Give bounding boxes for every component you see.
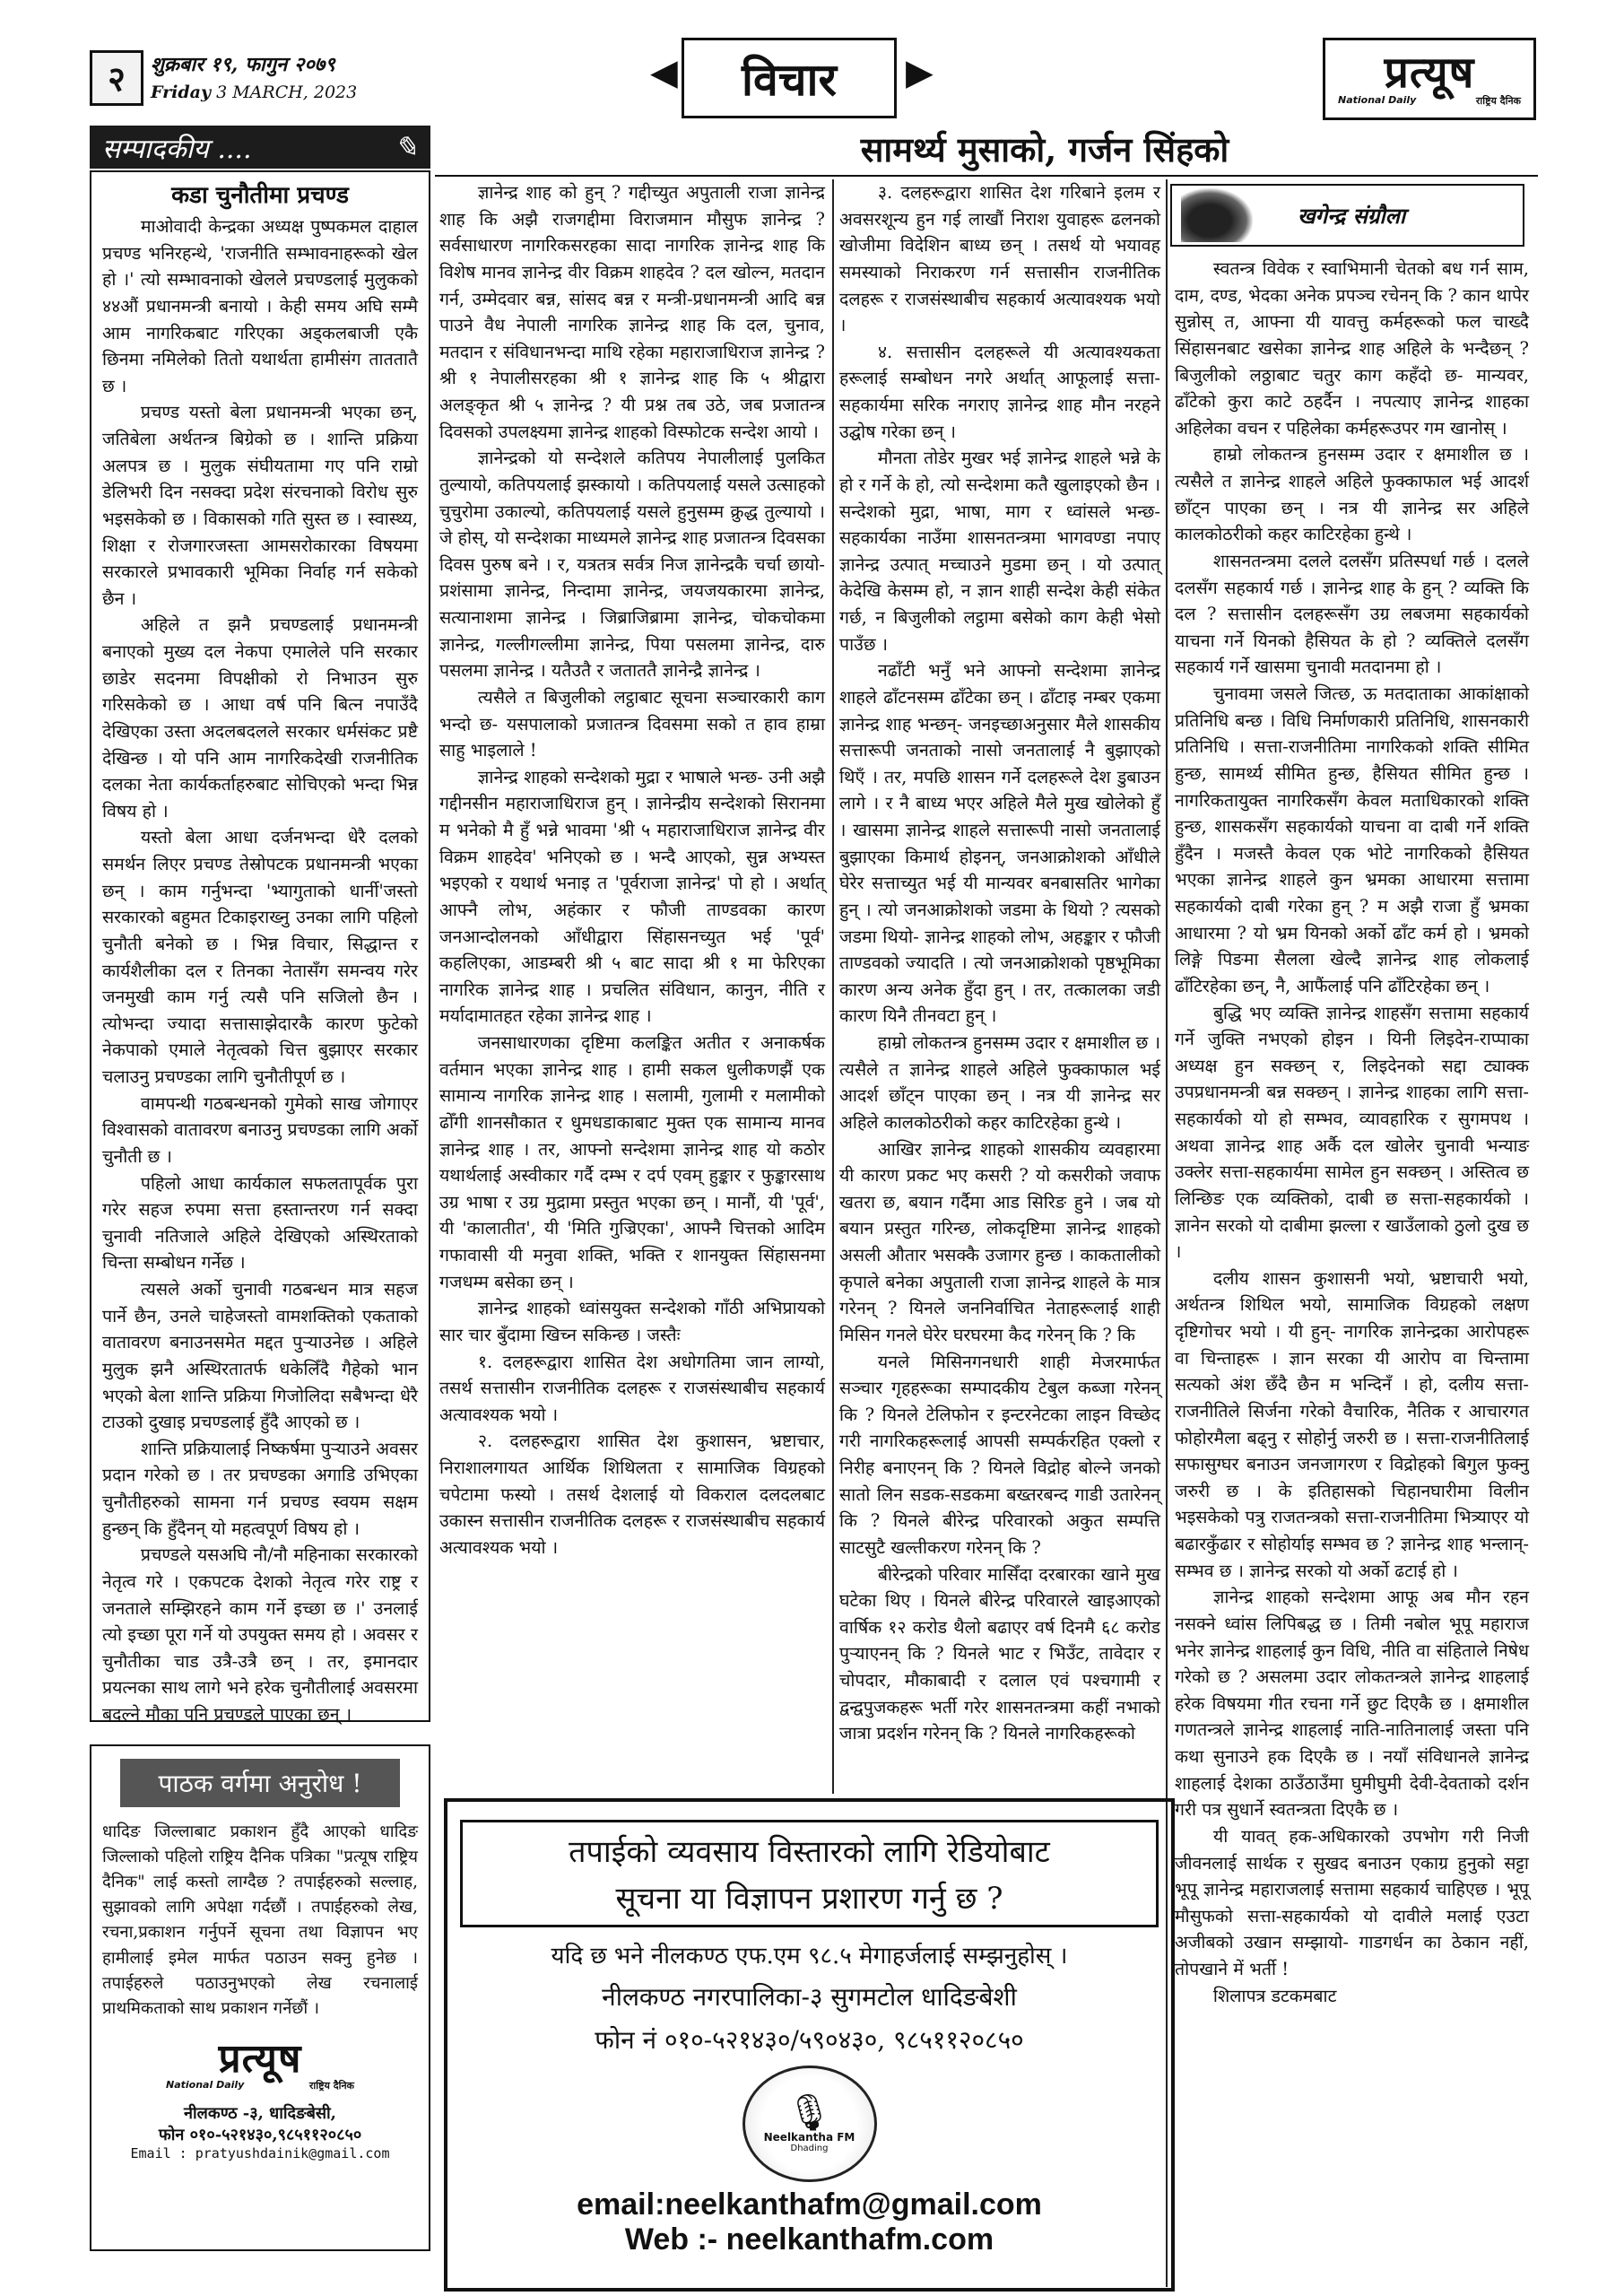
column-rule [832,179,834,1794]
article-paragraph: ३. दलहरूद्वारा शासित देश गरिबाने इलम र अवसरशून्य हुन गई लाखौं निराश युवाहरू ढलनको खोजीमा विदेशिन बाध्य छन् । तसर्थ यो भयावह समस्याको निराकरण गर्न सत्तासीन राजनीतिक दलहरू र राजसंस्थाबीच सहकार्य अत्यावश्यक भयो । [839,182,1160,336]
editorial-paragraph: वामपन्थी गठबन्धनको गुमेको साख जोगाएर विश्वासको वातावरण बनाउनु प्रचण्डका लागि अर्को चुनौती छ । [102,1092,418,1167]
radio-advertisement [444,1798,1175,2292]
editorial-title: कडा चुनौतीमा प्रचण्ड [171,182,349,209]
radio-logo-text: Neelkantha FM [763,2130,855,2144]
ad-line-5: फोन नं ०१०-५२१४३०/५९०४३०, ९८५११२०८५० [595,2025,1024,2055]
article-paragraph: आखिर ज्ञानेन्द्र शाहको शासकीय व्यवहारमा यी कारण प्रकट भए कसरी ? यो कसरीको जवाफ खतरा छ, बयान गर्दैमा आड सिरिङ हुने । जब यो बयान प्रस्तुत गरिन्छ, लोकदृष्टिमा ज्ञानेन्द्र शाहको असली औतार भसक्कै उजागर हुन्छ । काकतालीको कृपाले बनेका अपुताली राजा ज्ञानेन्द्र शाहले के मात्र गरेनन् ? यिनले जननिर्वाचित नेताहरूलाई शाही मिसिन गनले घेरेर घरघरमा कैद गरेनन् कि ? कि [839,1138,1160,1345]
reader-email[interactable]: Email : pratyushdainik@gmail.com [130,2144,390,2161]
reader-request-box [90,1744,430,2251]
editorial-box [90,170,430,1725]
page-header [90,36,1538,126]
reader-phone: फोन ०१०-५२१४३०,९८५११२०८५० [158,2125,362,2144]
article-paragraph: २. दलहरूद्वारा शासित देश कुशासन, भ्रष्टाचार, निराशालगायत आर्थिक शिथिलता र सामाजिक विग्रहको चपेटामा फस्यो । तसर्थ देशलाई यो विकराल दलदलबाट उकास्न सत्तासीन राजनीतिक दलहरू र राजसंस्थाबीच सहकार्य अत्यावश्यक भयो । [439,1431,825,1558]
article-paragraph: स्वतन्त्र विवेक र स्वाभिमानी चेतको बध गर्न साम, दाम, दण्ड, भेदका अनेक प्रपञ्च रचेनन् कि ? कान थापेर सुन्नोस् त, आफ्ना यी यावत्तु कर्महरूको फल चाख्दै सिंहासनबाट खसेका ज्ञानेन्द्र शाह अहिले के भन्दैछन् ? बिजुलीको लठ्ठाबाट चतुर काग कहँदो छ- मान्यवर, ढाँटेको कुरा काटे ठहर्दैन । नपत्याए ज्ञानेन्द्र शाहका अहिलेका वचन र पहिलेका कर्महरूउपर गम खानोस् । [1175,258,1529,439]
pen-icon: ✎ [394,130,418,164]
logo-text: प्रत्यूष [1384,47,1475,98]
editorial-paragraph: यस्तो बेला आधा दर्जनभन्दा धेरै दलको समर्थन लिएर प्रचण्ड तेस्रोपटक प्रधानमन्त्री भएका छन् । काम गर्नुभन्दा 'भ्यागुताको धार्नी'जस्तो सरकारको बहुमत टिकाइराख्नु उनका लागि पहिलो चुनौती बनेको छ । भिन्न विचार, सिद्धान्त र कार्यशैलीका दल र तिनका नेतासँग समन्वय गरेर जनमुखी काम गर्नु त्यसै पनि सजिलो छैन । त्योभन्दा ज्यादा सत्तासाझेदारकै कारण फुटेको नेकपाको एमाले नेतृत्वको चित्त बुझाएर सरकार चलाउनु प्रचण्डका लागि चुनौतीपूर्ण छ । [102,827,418,1087]
editorial-paragraph: शान्ति प्रक्रियालाई निष्कर्षमा पुऱ्याउने अवसर प्रदान गरेको छ । तर प्रचण्डका अगाडि उभिएका चुनौतीहरुको सामना गर्न प्रचण्ड स्वयम सक्षम हुन्छन् कि हुँदैनन् यो महत्वपूर्ण विषय हो । [102,1438,418,1539]
article-paragraph: हाम्रो लोकतन्त्र हुनसम्म उदार र क्षमाशील छ । त्यसैले त ज्ञानेन्द्र शाहले अहिले फुक्काफाल भई आदर्श छाँट्न पाएका छन् । नत्र यी ज्ञानेन्द्र सर अहिले कालकोठरीको कहर काटिरहेका हुन्थे । [1175,444,1529,545]
editorial-body [102,213,418,1728]
article-paragraph: दलीय शासन कुशासनी भयो, भ्रष्टाचारी भयो, अर्थतन्त्र शिथिल भयो, सामाजिक विग्रहको लक्षण दृष्टिगोचर भयो । यी हुन्- नागरिक ज्ञानेन्द्रका आरोपहरू वा चिन्ताहरू । ज्ञान सरका यी आरोप वा चिन्तामा सत्यको अंश छँदै छैन म भन्दिनँ । हो, दलीय सत्ता-राजनीतिले सिर्जना गरेको वैचारिक, नैतिक र आचारगत फोहोरमैला बढ्नु र सोहोर्नु जरुरी छ । सत्ता-राजनीतिलाई सफासुग्घर बनाउन जनजागरण र विद्रोहको बिगुल फुक्नु जरुरी छ । के इतिहासको चिहानघारीमा विलीन भइसकेको पत्रु राजतन्त्रको सत्ता-राजनीतिमा भित्र्याएर यो बढारकुँढार र सोहोर्याइ सम्भव छ ? ज्ञानेन्द्र शाह भन्लान्- सम्भव छ । ज्ञानेन्द्र सरको यो अर्को ढटाई हो । [1175,1267,1529,1581]
page-number: २ [90,50,143,106]
right-arrow-icon: ▶ [906,52,934,93]
reader-address: नीलकण्ठ -३, धादिङबेसी, [184,2103,336,2123]
article-paragraph: बुद्धि भए व्यक्ति ज्ञानेन्द्र शाहसँग सत्तामा सहकार्य गर्ने जुक्ति नभएको होइन । यिनी लिइदेन-राप्पाका अध्यक्ष हुन सक्छन् र, लिइदेनको सद्दा ट्याक्क उपप्रधानमन्त्री बन्न सक्छन् । ज्ञानेन्द्र शाहका लागि सत्ता-सहकार्यको यो हो सम्भव, व्यावहारिक र सुगमपथ । अथवा ज्ञानेन्द्र शाह अर्कै दल खोलेर चुनावी भन्याङ उक्लेर सत्ता-सहकार्यमा सामेल हुन सक्छन् । अस्तित्व छ लिन्छिङ एक व्यक्तिको, दाबी छ सत्ता-सहकार्यको । ज्ञानेन सरको यो दाबीमा झल्ला र खाउँलाको ठुलो दुख छ । [1175,1002,1529,1263]
article-paragraph: बीरेन्द्रको परिवार मासिँदा दरबारका खाने मुख घटेका थिए । यिनले बीरेन्द्र परिवारले खाइआएको वार्षिक १२ करोड थैलो बढाएर वर्ष दिनमै ६८ करोड पुऱ्याएनन् कि ? यिनले भाट र भिउँट, तावेदार र चोपदार, मौकाबादी र दलाल एवं पश्चगामी र द्वन्द्वपुजकहरू भर्ती गरेर शासनतन्त्रमा कहीं नभाको जात्रा प्रदर्शन गरेनन् कि ? यिनले नागरिकहरूको [839,1563,1160,1744]
left-arrow-icon: ◀ [650,52,678,93]
logo-sub-left: National Daily [1338,93,1417,106]
reader-request-body: धादिङ जिल्लाबाट प्रकाशन हुँदै आएको धादिङ जिल्लाको पहिलो राष्ट्रिय दैनिक पत्रिका "प्रत्यूष राष्ट्रिय दैनिक" लाई कस्तो लाग्दैछ ? तपाईहरुको सल्लाह, सुझावको लागि अपेक्षा गर्दछौं । तपाईहरुको लेख, रचना,प्रकाशन गर्नुपर्ने सूचना तथा विज्ञापन भए हामीलाई इमेल मार्फत पठाउन सक्नु हुनेछ । तपाईहरुले पठाउनुभएको लेख रचनालाई प्राथमिकताको साथ प्रकाशन गर्नेछौं । [102,1822,418,2018]
article-paragraph: शासनतन्त्रमा दलले दलसँग प्रतिस्पर्धा गर्छ । दलले दलसँग सहकार्य गर्छ । ज्ञानेन्द्र शाह के हुन् ? व्यक्ति कि दल ? सत्तासीन दलहरूसँग उग्र लबजमा सहकार्यको याचना गर्ने यिनको हैसियत के हो ? व्यक्तिले दलसँग सहकार्य गर्ने खासमा चुनावी मतदानमा हो । [1175,550,1529,678]
article-headline: सामर्थ्य मुसाको, गर्जन सिंहको [860,129,1229,170]
article-column-3 [1175,256,1529,2009]
section-title: विचार [682,38,897,118]
editorial-paragraph: अहिले त झनै प्रचण्डलाई प्रधानमन्त्री बनाएको मुख्य दल नेकपा एमालेले पनि सरकार छाडेर सदनमा विपक्षीको रो निभाउन सुरु गरिसकेको छ । आधा वर्ष पनि बित्न नपाउँदै देखिएका उस्ता अदलबदलले सरकार धर्मसंकट प्रष्टै देखिन्छ । यो पनि आम नागरिकदेखी राजनीतिक दलका नेता कार्यकर्ताहरुबाट सोचिएको भन्दा भिन्न विषय हो । [102,614,418,822]
date-english [151,83,357,102]
reader-request-heading: पाठक वर्गमा अनुरोध ! [120,1759,400,1807]
editorial-paragraph: त्यसले अर्को चुनावी गठबन्धन मात्र सहज पार्ने छैन, उनले चाहेजस्तो वामशक्तिको एकताको वातावरण बनाउनसमेत मद्दत पुऱ्याउनेछ । अहिले मुलुक झनै अस्थिरतातर्फ धकेलिँदै गैहेको भान भएको बेला शान्ति प्रक्रिया गिजोलिदा सबैभन्दा धेरै टाउको दुखाइ प्रचण्डलाई हुँदै आएको छ । [102,1279,418,1433]
radio-logo [743,2066,877,2182]
microphone-icon: 🎙 [786,2092,832,2134]
article-source: शिलापत्र डटकमबाट [1212,1985,1337,2006]
ad-line-4: नीलकण्ठ नगरपालिका-३ सुगमटोल धादिङबेशी [602,1982,1017,2012]
ad-line-3: यदि छ भने नीलकण्ठ एफ.एम ९८.५ मेगाहर्जलाई सम्झनुहोस् । [551,1943,1068,1970]
article-paragraph: जनसाधारणका दृष्टिमा कलङ्कित अतीत र अनाकर्षक वर्तमान भएका ज्ञानेन्द्र शाह । हामी सकल धुलीकणझैं एक सामान्य नागरिक ज्ञानेन्द्र शाह । सलामी, गुलामी र मलामीको ढोँगी शानसौकात र धुमधडाकाबाट मुक्त एक सामान्य मानव ज्ञानेन्द्र शाह । तर, आफ्नो सन्देशमा ज्ञानेन्द्र शाह यो कठोर यथार्थलाई अस्वीकार गर्दै दम्भ र दर्प एवम् हुङ्कार र फुङ्कारसाथ उग्र भाषा र उग्र मुद्रामा प्रस्तुत भएका छन् । मानौं, यी 'पूर्व', यी 'कालातीत', यी 'मिति गुज्रिएका', आफ्नै चित्तको आदिम गफावासी यी मनुवा शक्ति, भक्ति र शानयुक्त सिंहासनमा गजधम्म बसेका छन् । [439,1032,825,1292]
editorial-paragraph: माओवादी केन्द्रका अध्यक्ष पुष्पकमल दाहाल प्रचण्ड भनिरहन्थे, 'राजनीति सम्भावनाहरूको खेल हो ।' त्यो सम्भावनाको खेलले प्रचण्डलाई मुलुकको ४४औं प्रधानमन्त्री बनायो । केही समय अघि सम्मै आम नागरिकबाट गरिएका अड्कलबाजी एकै छिनमा नमिलेको तितो यथार्थता हामीसंग ताततातै छ । [102,216,418,396]
article-paragraph: ज्ञानेन्द्र शाहको सन्देशमा आफू अब मौन रहन नसक्ने ध्वांस लिपिबद्ध छ । तिमी नबोल भूपू महाराज भनेर ज्ञानेन्द्र शाहलाई कुन विधि, नीति वा संहिताले निषेध गरेको छ ? असलमा उदार लोकतन्त्रले ज्ञानेन्द्र शाहलाई हरेक विषयमा गीत रचना गर्ने छुट दिएकै छ । क्षमाशील गणतन्त्रले ज्ञानेन्द्र शाहलाई नाति-नातिनालाई जस्ता पनि कथा सुनाउने हक दिएकै छ । नयाँ संविधानले ज्ञानेन्द्र शाहलाई देशका ठाउँठाउँमा घुमीघुमी देवी-देवताको दर्शन गरी पत्र सुधार्ने स्वतन्त्रता दिएकै छ । [1175,1587,1529,1821]
date-weekday: Friday [151,83,212,102]
reader-logo-text: प्रत्यूष [218,2036,302,2083]
date-rest: 3 MARCH, 2023 [216,83,358,102]
article-paragraph: मौनता तोडेर मुखर भई ज्ञानेन्द्र शाहले भन्ने के हो र गर्ने के हो, त्यो सन्देशमा कतै खुलाइएको छैन । सन्देशको मुद्रा, भाषा, माग र ध्वांसले भन्छ- सहकार्यका नाउँमा शासनतन्त्रमा भागवण्डा नपाए ज्ञानेन्द्र उत्पात् मच्चाउने मुडमा छन् । यो उत्पात् केदेखि केसम्म हो, न ज्ञान शाही सन्देश केही संकेत गर्छ, न बिजुलीको लट्ठामा बसेको काग केही भेसो पाउँछ । [839,448,1160,655]
article-paragraph: ज्ञानेन्द्र शाह को हुन् ? गद्दीच्युत अपुताली राजा ज्ञानेन्द्र शाह कि अझै राजगद्दीमा विराजमान मौसुफ ज्ञानेन्द्र ? सर्वसाधारण नागरिकसरहका सादा नागरिक ज्ञानेन्द्र शाह कि विशेष मानव ज्ञानेन्द्र वीर विक्रम शाहदेव ? दल खोल्न, मतदान गर्न, उम्मेदवार बन्न, सांसद बन्न र मन्त्री-प्रधानमन्त्री आदि बन्न पाउने वैध नेपाली नागरिक ज्ञानेन्द्र शाह कि दल, चुनाव, मतदान र संविधानभन्दा माथि रहेका महाराजाधिराज ज्ञानेन्द्र ? श्री १ नेपालीसरहका श्री १ ज्ञानेन्द्र शाह कि ५ श्रीद्वारा अलङ्कृत श्री ५ ज्ञानेन्द्र ? यी प्रश्न तब उठे, जब प्रजातन्त्र दिवसको उपलक्ष्यमा ज्ञानेन्द्र शाहको विस्फोटक सन्देश आयो । [439,182,825,442]
ad-web[interactable]: Web :- neelkanthafm.com [624,2222,994,2257]
article-paragraph: ज्ञानेन्द्र शाहको ध्वांसयुक्त सन्देशको गाँठी अभिप्रायको सार चार बुँदामा खिच्न सकिन्छ । जस्तैः [439,1298,825,1345]
author-box [1170,184,1524,247]
editorial-banner [90,126,430,169]
article-paragraph: ज्ञानेन्द्रको यो सन्देशले कतिपय नेपालीलाई पुलकित तुल्यायो, कतिपयलाई झस्कायो । कतिपयलाई यसले उत्साहको चुचुरोमा उकाल्यो, कतिपयलाई यसले हुनुसम्म क्रुद्ध तुल्यायो । जे होस्, यो सन्देशका माध्यमले ज्ञानेन्द्र शाह प्रजातन्त्र दिवसका दिवस पुरुष बने । र, यत्रतत्र सर्वत्र निज ज्ञानेन्द्रकै चर्चा छायो- प्रशंसामा ज्ञानेन्द्र, निन्दामा ज्ञानेन्द्र, जयजयकारमा ज्ञानेन्द्र, सत्यानाशमा ज्ञानेन्द्र । जिब्राजिब्रामा ज्ञानेन्द्र, चोकचोकमा ज्ञानेन्द्र, गल्लीगल्लीमा ज्ञानेन्द्र, पिया पसलमा ज्ञानेन्द्र, दारु पसलमा ज्ञानेन्द्र । यतैउतै र जताततै ज्ञानेन्द्रै ज्ञानेन्द्र । [439,448,825,682]
logo-sub-right: राष्ट्रिय दैनिक [1475,94,1521,107]
reader-logo-sub-right: राष्ट्रिय दैनिक [308,2080,354,2092]
masthead-logo [1323,38,1536,120]
editorial-paragraph: पहिलो आधा कार्यकाल सफलतापूर्वक पुरा गरेर सहज रुपमा सत्ता हस्तान्तरण गर्न सक्दा चुनावी नतिजाले अहिले देखिएको अस्थिरताको चिन्ता सम्बोधन गर्नेछ । [102,1172,418,1274]
author-photo [1181,188,1253,242]
reader-logo [166,2034,354,2099]
article-paragraph: नढाँटी भनुँ भने आफ्नो सन्देशमा ज्ञानेन्द्र शाहले ढाँटनसम्म ढाँटेका छन् । ढाँटाइ नम्बर एकमा ज्ञानेन्द्र शाह भन्छन्- जनइच्छाअनुसार मैले शासकीय सत्तारूपी जनताको नासो जनतालाई नै बुझाएको थिएँ । तर, मपछि शासन गर्ने दलहरूले देश डुबाउन लागे । र नै बाध्य भएर अहिले मैले मुख खोलेको हुँ । खासमा ज्ञानेन्द्र शाहले सत्तारूपी नासो जनतालाई बुझाएका किमार्थ होइनन्, जनआक्रोशको आँधीले घेरेर सत्ताच्युत भई यी मान्यवर बनबासतिर भागेका हुन् । त्यो जनआक्रोशको जडमा के थियो ? त्यसको जडमा थियो- ज्ञानेन्द्र शाहको लोभ, अहङ्कार र फौजी ताण्डवको ज्यादति । त्यो जनआक्रोशको पृष्ठभूमिका कारण अन्य अनेक हुँदा हुन् । तर, तत्कालका जडी कारण यिनै तीनवटा हुन् । [839,660,1160,1027]
article-column-1 [439,179,825,1561]
article-paragraph: त्यसैले त बिजुलीको लट्ठाबाट सूचना सञ्चारकारी काग भन्दो छ- यसपालाको प्रजातन्त्र दिवसमा सको त हाव हाम्रा साहु भाइलाले ! [439,686,825,761]
article-paragraph: ४. सत्तासीन दलहरूले यी अत्यावश्यकता हरूलाई सम्बोधन नगरे अर्थात् आफूलाई सत्ता-सहकार्यमा सरिक नगराए ज्ञानेन्द्र शाह मौन नरहने उद्घोष गरेका छन् । [839,341,1160,442]
ad-line-2: सूचना या विज्ञापन प्रशारण गर्नु छ ? [615,1881,1003,1917]
radio-logo-sub: Dhading [790,2143,829,2153]
article-paragraph: यी यावत् हक-अधिकारको उपभोग गरी निजी जीवनलाई सार्थक र सुखद बनाउन एकाग्र हुनुको सट्टा भूपू ज्ञानेन्द्र महाराजलाई सत्तामा सहकार्य चाहिएछ । भूपू मौसुफको सत्ता-सहकार्यको यो दावीले मलाई एउटा अजीबको उखान सम्झायो- गाडगर्धन का ठेकान नहीं, तोपखाने में भर्ती ! [1175,1825,1529,1979]
editorial-paragraph: प्रचण्ड यस्तो बेला प्रधानमन्त्री भएका छन्, जतिबेला अर्थतन्त्र बिग्रेको छ । शान्ति प्रक्रिया अलपत्र छ । मुलुक संघीयतामा गए पनि राम्रो डेलिभरी दिन नसक्दा प्रदेश संरचनाको विरोध सुरु भइसकेको छ । विकासको गति सुस्त छ । स्वास्थ्य, शिक्षा र रोजगारजस्ता आमसरोकारका विषयमा सरकारले प्रभावकारी भूमिका निर्वाह गर्न सकेको छैन । [102,402,418,609]
article-paragraph: हाम्रो लोकतन्त्र हुनसम्म उदार र क्षमाशील छ । त्यसैले त ज्ञानेन्द्र शाहले अहिले फुक्काफाल भई आदर्श छाँट्न पाएका छन् । नत्र यी ज्ञानेन्द्र सर अहिले कालकोठरीको कहर काटिरहेका हुन्थे । [839,1032,1160,1133]
author-name: खगेन्द्र संग्रौला [1298,202,1406,229]
article-paragraph: यनले मिसिनगनधारी शाही मेजरमार्फत सञ्चार गृहहरूका सम्पादकीय टेबुल कब्जा गरेनन् कि ? यिनले टेलिफोन र इन्टरनेटका लाइन विच्छेद गरी नागरिकहरूलाई आपसी सम्पर्करहित एक्लो र निरीह बनाएनन् कि ? यिनले विद्रोह बोल्ने जनको सातो लिन सडक-सडकमा बख्तरबन्द गाडी उतारेनन् कि ? यिनले बीरेन्द्र परिवारको अकुत सम्पत्ति साटसुटै खल्तीकरण गरेनन् कि ? [839,1351,1160,1558]
editorial-banner-text: सम्पादकीय .... [102,133,252,165]
article-paragraph: ज्ञानेन्द्र शाहको सन्देशको मुद्रा र भाषाले भन्छ- उनी अझै गद्दीनसीन महाराजाधिराज हुन् । ज्ञानेन्द्रीय सन्देशको सिरानमा म भनेको मै हुँ भन्ने भावमा 'श्री ५ महाराजाधिराज ज्ञानेन्द्र वीर विक्रम शाहदेव' भनिएको छ । भन्दै आएको, सुन्न अभ्यस्त भइएको र यथार्थ भनाइ त 'पूर्वराजा ज्ञानेन्द्र' पो हो । अर्थात् आफ्नै लोभ, अहंकार र फौजी ताण्डवका कारण जनआन्दोलनको आँधीद्वारा सिंहासनच्युत भई 'पूर्व' कहलिएका, आडम्बरी श्री ५ बाट सादा श्री १ मा फेरिएका नागरिक ज्ञानेन्द्र शाह । प्रचलित संविधान, कानुन, नीति र मर्यादामातहत रहेका ज्ञानेन्द्र शाह । [439,766,825,1027]
editorial-paragraph: प्रचण्डले यसअघि नौ/नौ महिनाका सरकारको नेतृत्व गरे । एकपटक देशको नेतृत्व गरेर राष्ट्र र जनताले सम्झिरहने काम गर्ने इच्छा छ ।' उनलाई त्यो इच्छा पूरा गर्ने यो उपयुक्त समय हो । अवसर र चुनौतीका चाड उत्रै-उत्रै छन् । तर, इमानदार प्रयत्नका साथ लागे भने हरेक चुनौतीलाई अवसरमा बदल्ने मौका पनि प्रचण्डले पाएका छन् । [102,1544,418,1725]
reader-logo-sub-left: National Daily [166,2079,245,2092]
ad-email[interactable]: email:neelkanthafm@gmail.com [577,2187,1042,2222]
article-paragraph: १. दलहरूद्वारा शासित देश अधोगतिमा जान लाग्यो, तसर्थ सत्तासीन राजनीतिक दलहरू र राजसंस्थाबीच सहकार्य अत्यावश्यक भयो । [439,1351,825,1425]
headline-rule [435,175,1538,177]
article-column-2 [839,179,1160,1747]
date-nepali: शुक्रबार १९, फागुन २०७९ [151,53,335,76]
ad-line-1: तपाईको व्यवसाय विस्तारको लागि रेडियोबाट [569,1834,1050,1870]
article-paragraph: चुनावमा जसले जित्छ, ऊ मतदाताका आकांक्षाको प्रतिनिधि बन्छ । विधि निर्माणकारी प्रतिनिधि, शासनकारी प्रतिनिधि । सत्ता-राजनीतिमा नागरिकको शक्ति सीमित हुन्छ, सामर्थ्य सीमित हुन्छ, हैसियत सीमित हुन्छ । नागरिकतायुक्त नागरिकसँग केवल मताधिकारको शक्ति हुन्छ, शासकसँग सहकार्यको याचना वा दाबी गर्ने शक्ति हुँदैन । मजस्तै केवल एक भोटे नागरिकको हैसियत भएका ज्ञानेन्द्र शाहले कुन भ्रमका आधारमा सत्तामा सहकार्यको दाबी गरेका हुन् ? म अझै राजा हुँ भ्रमका आधारमा ? यो भ्रम यिनको अर्को ढाँट कर्म हो । भ्रमको लिङ्गे पिङमा सैलला खेल्दै ज्ञानेन्द्र शाह लोकलाई ढाँटिरहेका छन्, नै, आफैंलाई पनि ढाँटिरहेका छन् । [1175,683,1529,996]
